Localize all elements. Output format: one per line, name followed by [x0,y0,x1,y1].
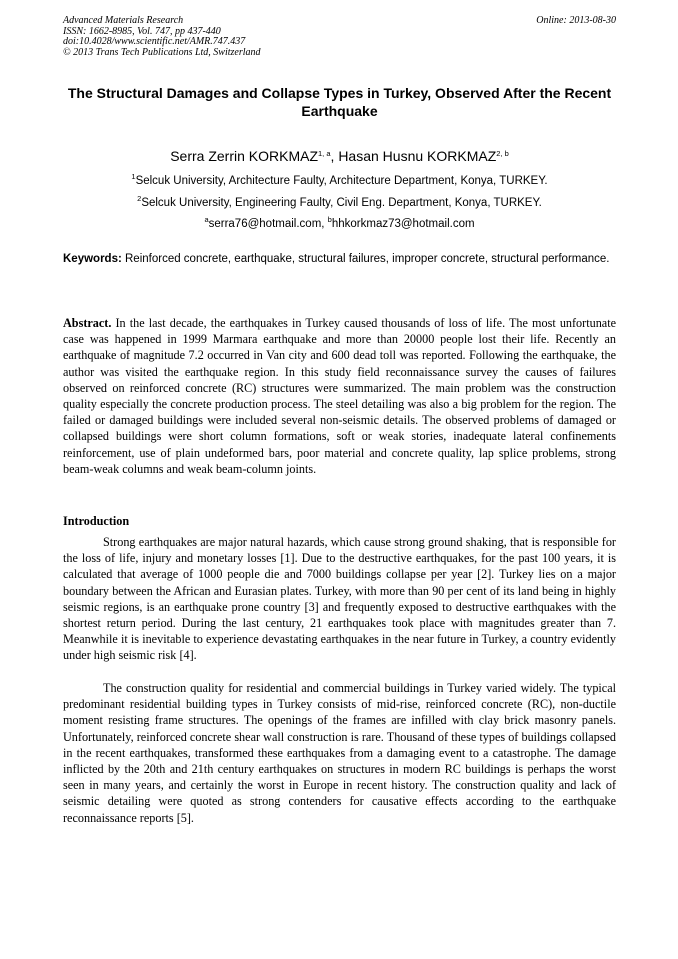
affiliation-text: Selcuk University, Engineering Faulty, Civil Eng. Department, Konya, TURKEY. [141,197,542,209]
affiliation [63,174,616,188]
keywords-label: Keywords: [63,253,122,265]
online-date: Online: 2013-08-30 [536,15,616,26]
keywords-text: Reinforced concrete, earthquake, structural failures, improper concrete, structural performance. [121,253,610,265]
email-address[interactable]: serra76@hotmail.com [208,218,322,230]
email-line [63,217,616,231]
journal-copyright: © 2013 Trans Tech Publications Ltd, Switzerland [63,46,261,58]
journal-header [63,16,616,58]
section-heading: Introduction [63,514,130,528]
journal-issn: ISSN: 1662-8985, Vol. 747, pp 437-440 [63,25,221,37]
affiliation-text: Selcuk University, Architecture Faulty, Architecture Department, Konya, TURKEY. [135,175,548,187]
affiliation [63,196,616,210]
author-affiliation-mark: 2, b [496,149,509,158]
author-name: Serra Zerrin KORKMAZ [170,148,319,164]
author-name: Hasan Husnu KORKMAZ [338,148,497,164]
journal-info [63,16,616,58]
abstract [63,315,616,477]
abstract-text: In the last decade, the earthquakes in Turkey caused thousands of loss of life. The most unfortunate case was happened in 1999 Marmara earthquake and more than 20000 people lost their life. Recently an earthquake of magnitude 7.2 occurred in Van city and 600 dead toll was reported. Following the earthquake, the author was visited the earthquake region. In this study field reconnaissance survey the causes of failures observed on reinforced concrete (RC) structures were summarized. The main problem was the construction quality especially the concrete production process. The steel detailing was also a big problem for the region. The failed or damaged buildings were included several non-seismic details. The observed problems of damaged or collapsed buildings were short column formations, soft or weak stories, inadequate lateral confinements reinforcement, use of plain undeformed bars, poor material and concrete quality, lap splice problems, strong beam-weak columns and weak beam-column joints. [63,316,616,476]
author-separator: , [330,148,339,164]
paper-title: The Structural Damages and Collapse Types in Turkey, Observed After the Recent Earthquake [67,85,612,119]
body-paragraph: Strong earthquakes are major natural hazards, which cause strong ground shaking, that is responsible for the loss of life, injury and monetary losses [1]. Due to the destructive earthquakes, for the past 100 years, it is calculated that average of 1000 people die and 7000 buildings collapse per year [2]. Turkey lies on a major boundary between the African and Eurasian plates. Turkey, with more than 90 per cent of its land being in highly seismic regions, is an earthquake prone country [3] and frequently exposed to destructive earthquakes with the shortest return period. During the last century, 21 earthquakes took place with magnitudes greater than 7. Meanwhile it is inevitable to experience devastating earthquakes in the near future in Turkey, a country evidently under high seismic risk [4]. [63,535,616,663]
keywords [63,252,616,267]
email-mark: b [327,215,332,224]
abstract-label: Abstract. [63,316,112,330]
journal-doi: doi:10.4028/www.scientific.net/AMR.747.437 [63,36,246,47]
email-mark: a [204,215,209,224]
author-affiliation-mark: 1, a [318,149,331,158]
journal-name: Advanced Materials Research [63,15,184,26]
affiliation-mark: 1 [131,172,136,181]
body-paragraph: The construction quality for residential and commercial buildings in Turkey varied widely. The typical predominant residential building types in Turkey consists of mid-rise, reinforced concrete (RC), non-ductile moment resisting frame structures. The openings of the frames are infilled with clay brick masonry panels. Unfortunately, reinforced concrete shear wall construction is rare. Thousand of these types of buildings collapsed in the recent earthquakes, transformed these earthquakes from a damaging event to a catastrophe. The damage inflicted by the 20th and 21th century earthquakes on structures in modern RC buildings is perhaps the worst seen in many years, and certainly the worst in Europe in recent history. The construction quality and lack of seismic detailing were quoted as strong contenders for causative effects according to the earthquake reconnaissance reports [5]. [63,681,616,825]
author-list [63,147,616,165]
affiliation-mark: 2 [137,194,142,203]
email-address[interactable]: hhkorkmaz73@hotmail.com [331,218,475,230]
email-separator: , [321,218,328,230]
